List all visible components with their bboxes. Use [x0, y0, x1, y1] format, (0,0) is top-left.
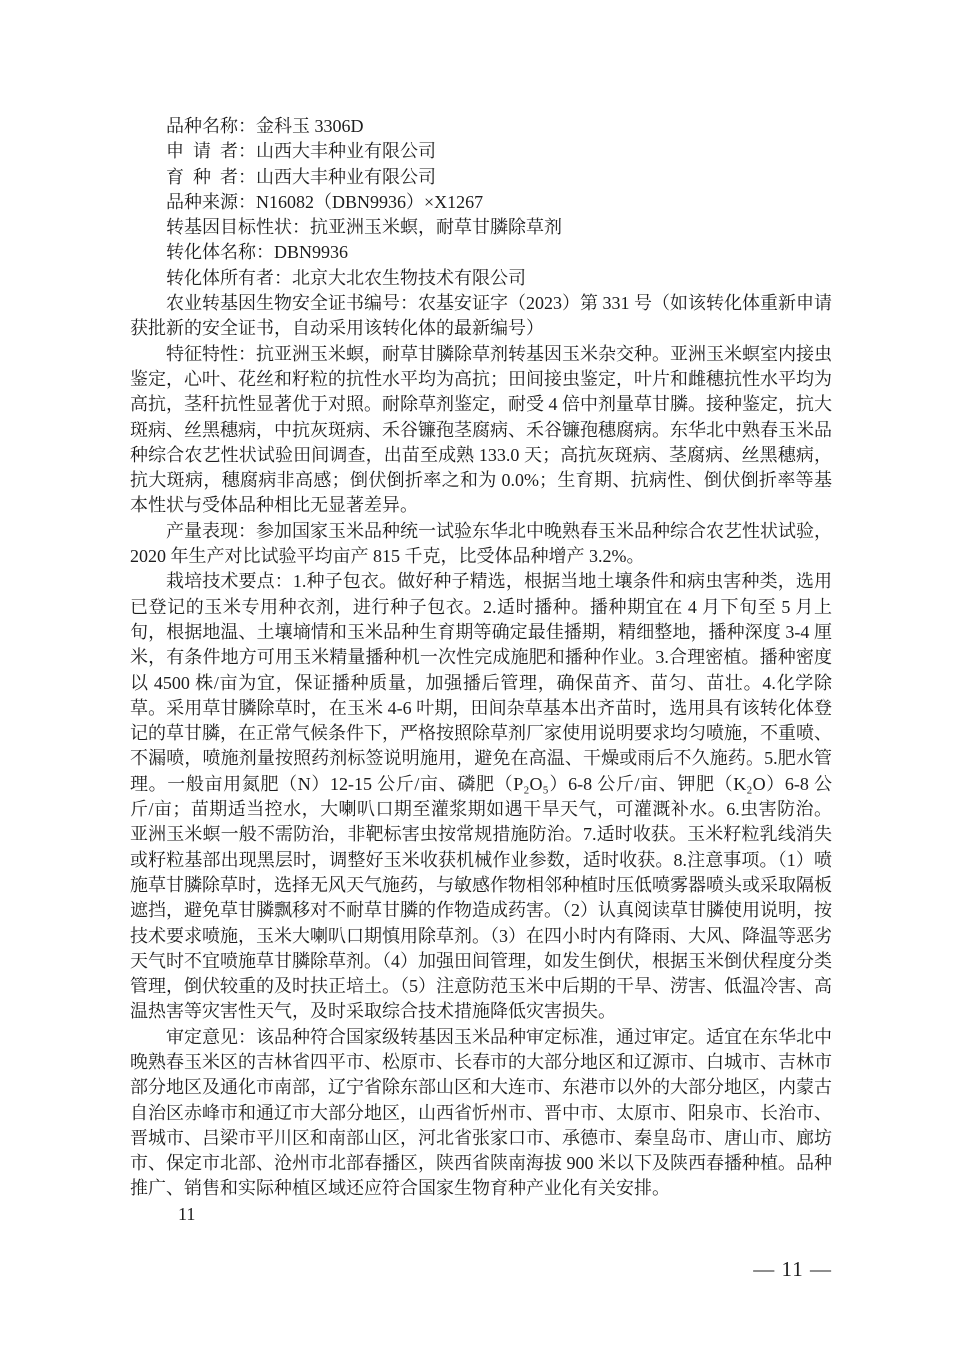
paragraph-cultivation-techniques: 栽培技术要点：1.种子包衣。做好种子精选，根据当地土壤条件和病虫害种类，选用已登记的玉米专用种衣剂，进行种子包衣。2.适时播种。播种期宜在 4 月下旬至 5 月上旬，根据地温、土壤墒情和玉米品种生育期等确定最佳播期，精细整地，播种深度 3-4 厘米，有条件地方可用玉米精量播种机一次性完成施肥和播种作业。3.合理密植。播种密度以 4500 株/亩为宜，保证播种质量，加强播后管理，确保苗齐、苗匀、苗壮。4.化学除草。采用草甘膦除草时，在玉米 4-6 叶期，田间杂草基本出齐苗时，选用具有该转化体登记的草甘膦，在正常气候条件下，严格按照除草剂厂家使用说明要求均匀喷施，不重喷、不漏喷，喷施剂量按照药剂标签说明施用，避免在高温、干燥或雨后不久施药。5.肥水管理。一般亩用氮肥（N）12-15 公斤/亩、磷肥（P₂O₅）6-8 公斤/亩、钾肥（K₂O）6-8 公斤/亩；苗期适当控水，大喇叭口期至灌浆期如遇干旱天气，可灌溉补水。6.虫害防治。亚洲玉米螟一般不需防治，非靶标害虫按常规措施防治。7.适时收获。玉米籽粒乳线消失或籽粒基部出现黑层时，调整好玉米收获机械作业参数，适时收获。8.注意事项。（1）喷施草甘膦除草时，选择无风天气施药，与敏感作物相邻种植时压低喷雾器喷头或采取隔板遮挡，避免草甘膦飘移对不耐草甘膦的作物造成药害。（2）认真阅读草甘膦使用说明，按技术要求喷施，玉米大喇叭口期慎用除草剂。（3）在四小时内有降雨、大风、降温等恶劣天气时不宜喷施草甘膦除草剂。（4）加强田间管理，如发生倒伏，根据玉米倒伏程度分类管理，倒伏较重的及时扶正培土。（5）注意防范玉米中后期的干旱、涝害、低温冷害、高温热害等灾害性天气，及时采取综合技术措施降低灾害损失。	[130, 571, 832, 1022]
footer-page-number: — 11 —	[753, 1257, 832, 1281]
field-value: 抗亚洲玉米螟，耐草甘膦除草剂	[310, 217, 562, 238]
field-breeder	[130, 165, 832, 190]
field-value: 北京大北农生物技术有限公司	[292, 267, 526, 288]
paragraph-yield-performance: 产量表现：参加国家玉米品种统一试验东华北中晚熟春玉米品种综合农艺性状试验，2020 年生产对比试验平均亩产 815 千克，比受体品种增产 3.2%。	[130, 520, 832, 567]
field-label: 育 种 者：	[166, 166, 256, 187]
field-label: 转化体所有者：	[166, 267, 292, 288]
field-label: 品种名称：	[166, 116, 256, 136]
field-transformation-event-owner	[130, 266, 832, 291]
field-gm-target-trait	[130, 215, 832, 240]
document-body	[130, 114, 832, 1227]
paragraph-characteristics: 特征特性：抗亚洲玉米螟，耐草甘膦除草剂转基因玉米杂交种。亚洲玉米螟室内接虫鉴定，心叶、花丝和籽粒的抗性水平均为高抗；田间接虫鉴定，叶片和雌穗抗性水平均为高抗，茎秆抗性显著优于对照。耐除草剂鉴定，耐受 4 倍中剂量草甘膦。接种鉴定，抗大斑病、丝黑穗病，中抗灰斑病、禾谷镰孢茎腐病、禾谷镰孢穗腐病。东华北中熟春玉米品种综合农艺性状试验田间调查，出苗至成熟 133.0 天；高抗灰斑病、茎腐病、丝黑穗病，抗大斑病，穗腐病非高感；倒伏倒折率之和为 0.0%；生育期、抗病性、倒伏倒折率等基本性状与受体品种相比无显著差异。	[130, 343, 832, 516]
inline-sequence-number: 11	[178, 1203, 196, 1224]
field-value: 金科玉 3306D	[256, 116, 364, 136]
field-variety-name	[130, 114, 832, 139]
paragraph-safety-certificate: 农业转基因生物安全证书编号：农基安证字（2023）第 331 号（如该转化体重新申请获批新的安全证书，自动采用该转化体的最新编号）	[130, 293, 832, 339]
field-label: 品种来源：	[166, 191, 256, 212]
field-applicant	[130, 139, 832, 164]
field-value: DBN9936	[274, 242, 349, 263]
field-variety-source	[130, 190, 832, 215]
field-value: N16082（DBN9936）×X1267	[256, 191, 484, 212]
field-label: 转化体名称：	[166, 242, 274, 263]
field-value: 山西大丰种业有限公司	[256, 141, 436, 162]
field-label: 转基因目标性状：	[166, 217, 310, 238]
paragraph-approval-opinion: 审定意见：该品种符合国家级转基因玉米品种审定标准，通过审定。适宜在东华北中晚熟春玉米区的吉林省四平市、松原市、长春市的大部分地区和辽源市、白城市、吉林市部分地区及通化市南部，辽宁省除东部山区和大连市、东港市以外的大部分地区，内蒙古自治区赤峰市和通辽市大部分地区，山西省忻州市、晋中市、太原市、阳泉市、长治市、晋城市、吕梁市平川区和南部山区，河北省张家口市、承德市、秦皇岛市、唐山市、廊坊市、保定市北部、沧州市北部春播区，陕西省陕南海拔 900 米以下及陕西春播种植。品种推广、销售和实际种植区域还应符合国家生物育种产业化有关安排。	[130, 1026, 832, 1199]
field-label: 申 请 者：	[166, 141, 256, 162]
field-value: 山西大丰种业有限公司	[256, 166, 436, 187]
field-transformation-event-name	[130, 240, 832, 265]
